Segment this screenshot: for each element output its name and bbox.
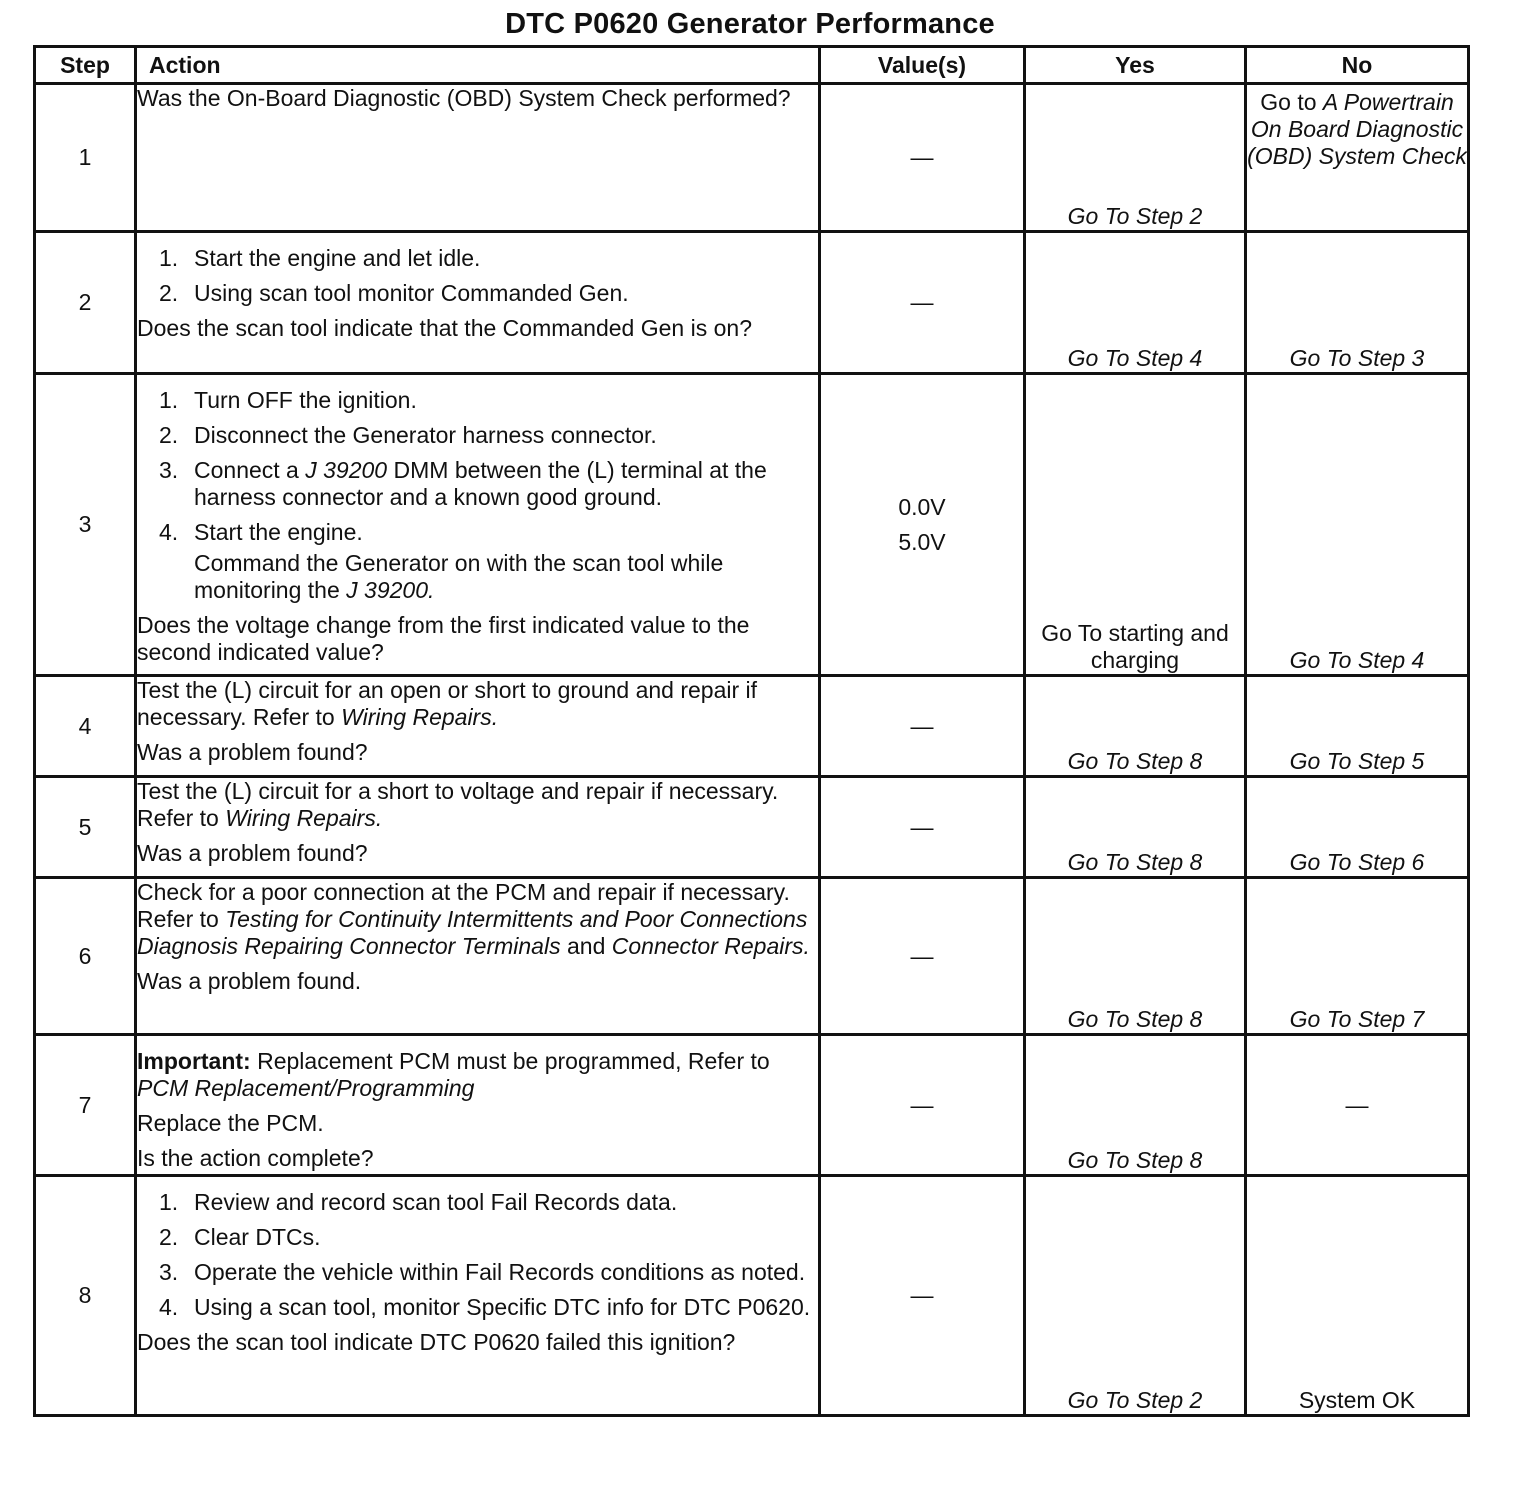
header-yes: Yes <box>1025 47 1246 84</box>
value-cell: — <box>820 1176 1025 1416</box>
header-values: Value(s) <box>820 47 1025 84</box>
procedure-item: 2. Disconnect the Generator harness connector. <box>159 422 657 448</box>
procedure-item: 1. Turn OFF the ignition. <box>159 387 417 413</box>
table-row <box>35 232 1469 374</box>
action-instruction: Replace the PCM. <box>137 1110 324 1136</box>
action-text: Test the (L) circuit for an open or short to ground and repair if necessary. Refer to Wiring Repairs. <box>137 677 758 730</box>
table-row <box>35 777 1469 878</box>
value-cell: — <box>820 676 1025 777</box>
value-second: 5.0V <box>898 528 946 555</box>
procedure-note: Command the Generator on with the scan tool while monitoring the J 39200. <box>194 550 724 603</box>
reference-link: Wiring Repairs. <box>341 704 499 730</box>
tool-name: J 39200 <box>305 457 388 483</box>
important-label: Important: <box>137 1048 251 1074</box>
no-cell: Go To Step 7 <box>1246 878 1469 1035</box>
step-number: 4 <box>35 676 136 777</box>
no-link: A Powertrain On Board Diagnostic (OBD) System Check <box>1247 89 1467 169</box>
action-question: Was a problem found? <box>137 739 368 765</box>
action-question: Does the scan tool indicate DTC P0620 failed this ignition? <box>137 1329 736 1355</box>
no-cell: Go To Step 5 <box>1246 676 1469 777</box>
yes-cell: Go To Step 2 <box>1025 84 1246 232</box>
procedure-list <box>137 245 818 307</box>
action-question: Was a problem found. <box>137 968 362 994</box>
no-cell: Go To Step 3 <box>1246 232 1469 374</box>
no-cell: — <box>1246 1035 1469 1176</box>
yes-cell: Go To Step 8 <box>1025 676 1246 777</box>
value-cell: — <box>820 878 1025 1035</box>
procedure-list <box>137 387 818 546</box>
step-number: 2 <box>35 232 136 374</box>
page-title: DTC P0620 Generator Performance <box>505 8 995 40</box>
action-cell <box>136 1035 820 1176</box>
procedure-item: 2. Clear DTCs. <box>159 1224 321 1250</box>
table-row <box>35 676 1469 777</box>
diagnostic-table <box>33 45 1470 1417</box>
procedure-item: 1. Review and record scan tool Fail Records data. <box>159 1189 678 1215</box>
tool-name: J 39200. <box>346 577 435 603</box>
action-cell <box>136 374 820 676</box>
value-cell: — <box>820 232 1025 374</box>
step-number: 5 <box>35 777 136 878</box>
action-text: Test the (L) circuit for a short to voltage and repair if necessary. Refer to Wiring Repairs. <box>137 778 779 831</box>
action-question: Does the scan tool indicate that the Commanded Gen is on? <box>137 315 752 341</box>
action-question: Was the On-Board Diagnostic (OBD) System Check performed? <box>137 85 791 111</box>
procedure-item: 3. Operate the vehicle within Fail Records conditions as noted. <box>159 1259 806 1285</box>
table-row <box>35 374 1469 676</box>
step-number: 7 <box>35 1035 136 1176</box>
yes-cell: Go To Step 8 <box>1025 878 1246 1035</box>
value-first: 0.0V <box>898 493 946 520</box>
table-row <box>35 1035 1469 1176</box>
yes-cell: Go To Step 8 <box>1025 777 1246 878</box>
action-cell <box>136 777 820 878</box>
action-question: Was a problem found? <box>137 840 368 866</box>
table-row <box>35 878 1469 1035</box>
procedure-item: 2. Using scan tool monitor Commanded Gen. <box>159 280 629 306</box>
no-cell: Go To Step 6 <box>1246 777 1469 878</box>
action-cell <box>136 1176 820 1416</box>
reference-link: Testing for Continuity Intermittents and Poor Connections Diagnosis Repairing Connector Terminals <box>137 906 808 959</box>
procedure-list <box>137 1189 818 1321</box>
yes-cell: Go To Step 4 <box>1025 232 1246 374</box>
step-number: 8 <box>35 1176 136 1416</box>
action-question: Does the voltage change from the first indicated value to the second indicated value? <box>137 612 750 665</box>
no-cell: System OK <box>1246 1176 1469 1416</box>
procedure-item: 4. Start the engine. <box>159 519 363 545</box>
table-header-row <box>35 47 1469 84</box>
reference-link: PCM Replacement/Programming <box>137 1075 475 1101</box>
action-cell <box>136 676 820 777</box>
action-question: Is the action complete? <box>137 1145 374 1171</box>
yes-cell: Go To Step 2 <box>1025 1176 1246 1416</box>
value-cell: — <box>820 777 1025 878</box>
important-note: Important: Replacement PCM must be programmed, Refer to PCM Replacement/Programming <box>137 1048 770 1101</box>
table-row <box>35 1176 1469 1416</box>
procedure-item: 4. Using a scan tool, monitor Specific DTC info for DTC P0620. <box>159 1294 811 1320</box>
value-cell: — <box>820 84 1025 232</box>
action-cell <box>136 84 820 232</box>
table-row <box>35 84 1469 232</box>
step-number: 6 <box>35 878 136 1035</box>
procedure-item: 3. Connect a J 39200 DMM between the (L) terminal at the harness connector and a known good ground. <box>159 457 767 510</box>
step-number: 1 <box>35 84 136 232</box>
step-number: 3 <box>35 374 136 676</box>
header-action: Action <box>136 47 820 84</box>
header-no: No <box>1246 47 1469 84</box>
no-prefix: Go to <box>1260 89 1317 115</box>
reference-link: Wiring Repairs. <box>225 805 383 831</box>
no-cell <box>1246 84 1469 232</box>
action-text: Check for a poor connection at the PCM and repair if necessary. Refer to Testing for Continuity Intermittents and Poor Connections Diagnosis Repairing Connector Terminals and Connector Repairs. <box>137 879 810 959</box>
header-step: Step <box>35 47 136 84</box>
value-cell: — <box>820 1035 1025 1176</box>
action-cell <box>136 878 820 1035</box>
value-cell <box>820 374 1025 676</box>
action-cell <box>136 232 820 374</box>
yes-cell: Go To starting and charging <box>1025 374 1246 676</box>
yes-cell: Go To Step 8 <box>1025 1035 1246 1176</box>
reference-link: Connector Repairs. <box>611 933 810 959</box>
no-cell: Go To Step 4 <box>1246 374 1469 676</box>
procedure-item: 1. Start the engine and let idle. <box>159 245 481 271</box>
